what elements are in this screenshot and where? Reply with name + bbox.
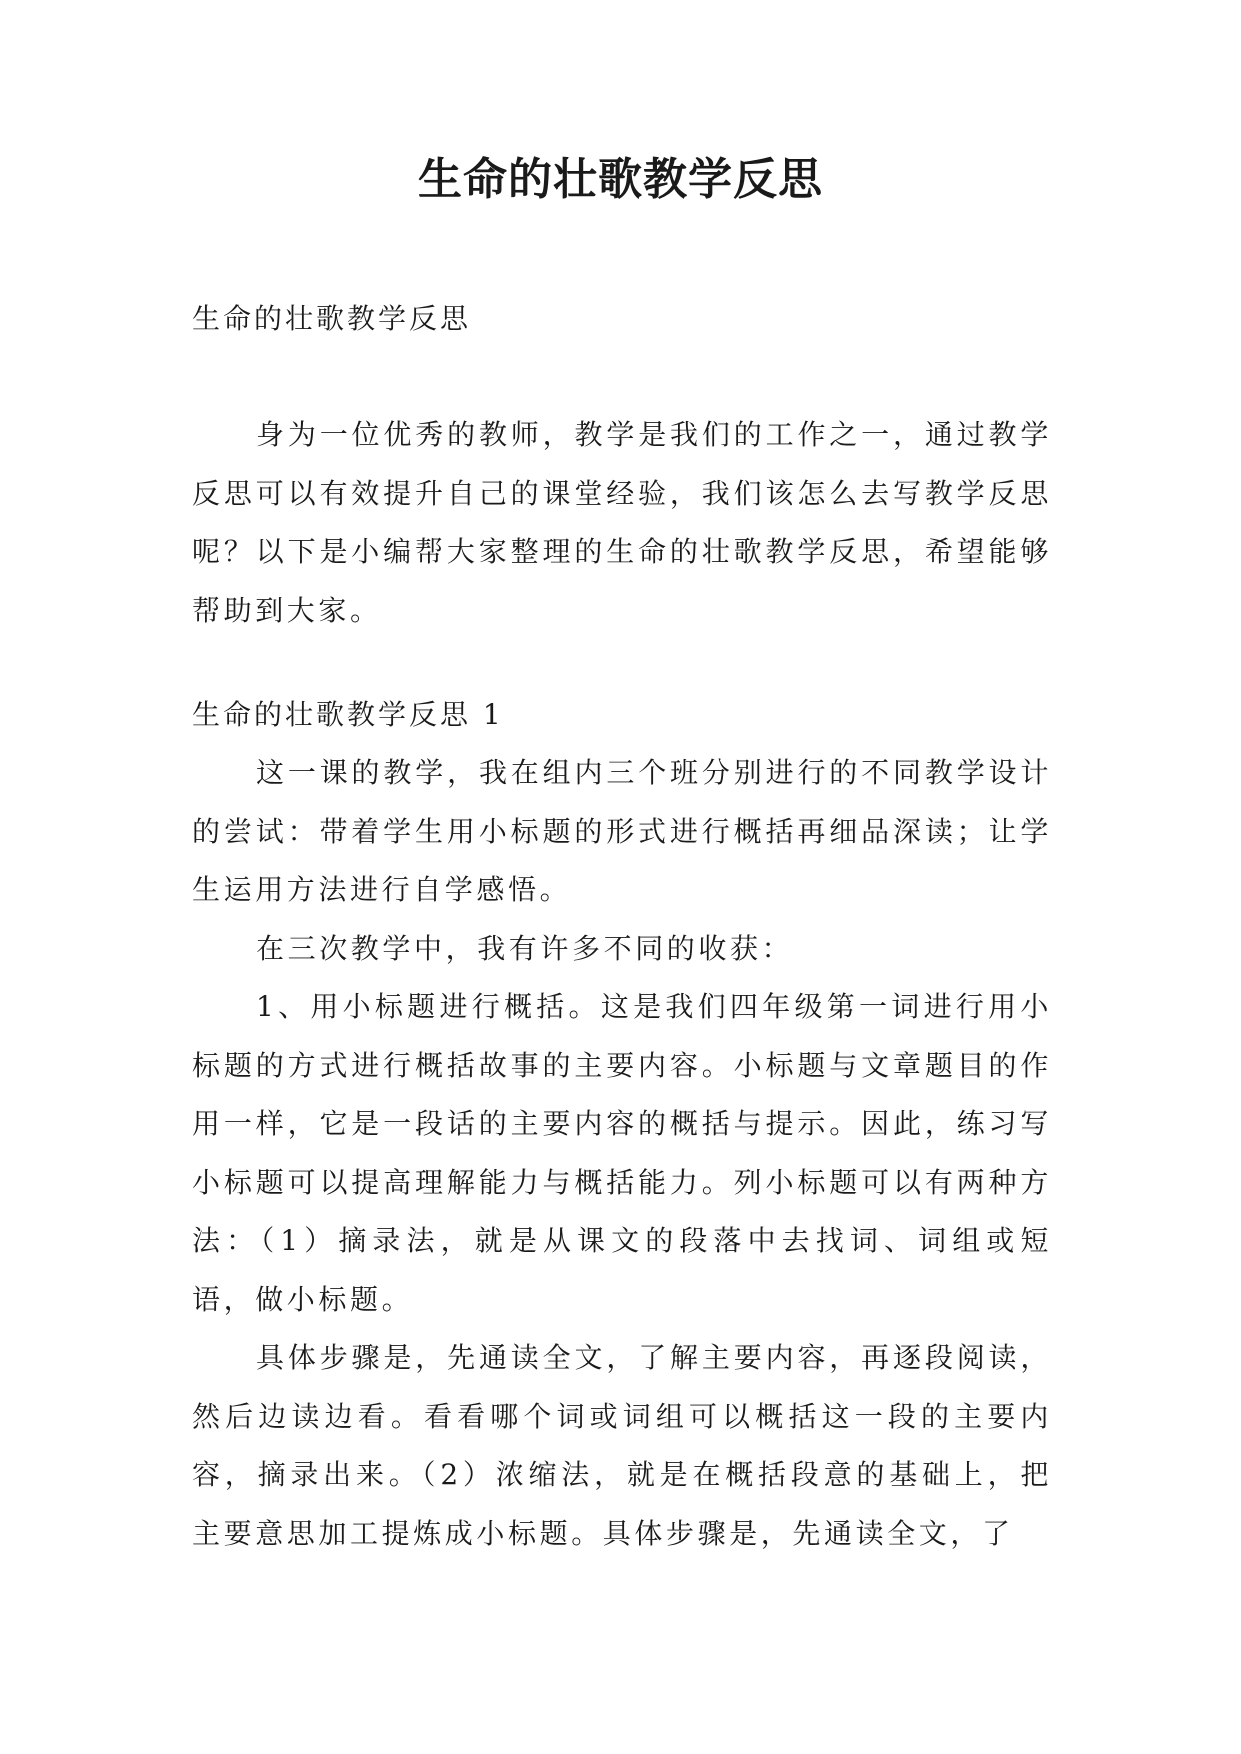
body-paragraph: 具体步骤是，先通读全文，了解主要内容，再逐段阅读，然后边读边看。看看哪个词或词组可以概括这一段的主要内容，摘录出来。（2）浓缩法，就是在概括段意的基础上，把主要意思加工提炼成小标题。具体步骤是，先通读全文，了 <box>192 1341 1052 1550</box>
intro-paragraph: 身为一位优秀的教师，教学是我们的工作之一，通过教学反思可以有效提升自己的课堂经验，我们该怎么去写教学反思呢？以下是小编帮大家整理的生命的壮歌教学反思，希望能够帮助到大家。 <box>192 418 1052 627</box>
spacer <box>192 640 1052 686</box>
document-title: 生命的壮歌教学反思 <box>418 154 823 205</box>
document-subtitle: 生命的壮歌教学反思 <box>192 302 472 335</box>
document-body <box>192 290 1052 1563</box>
body-paragraph: 1、用小标题进行概括。这是我们四年级第一词进行用小标题的方式进行概括故事的主要内容。小标题与文章题目的作用一样，它是一段话的主要内容的概括与提示。因此，练习写小标题可以提高理解能力与概括能力。列小标题可以有两种方法：（1）摘录法，就是从课文的段落中去找词、词组或短语，做小标题。 <box>192 990 1052 1316</box>
body-paragraph: 在三次教学中，我有许多不同的收获： <box>256 931 794 965</box>
body-paragraph: 这一课的教学，我在组内三个班分别进行的不同教学设计的尝试：带着学生用小标题的形式进行概括再细品深读；让学生运用方法进行自学感悟。 <box>192 756 1052 906</box>
section-heading: 生命的壮歌教学反思 1 <box>192 698 504 731</box>
spacer <box>192 348 1052 406</box>
